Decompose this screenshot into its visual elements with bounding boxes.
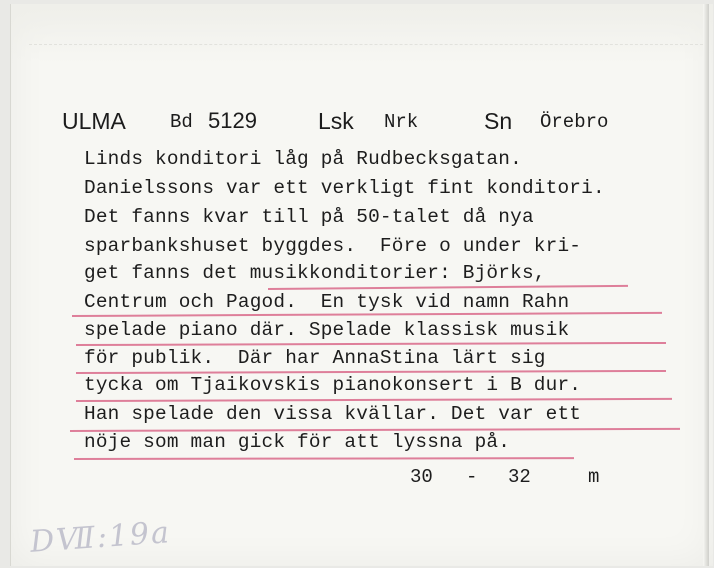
landskap-label: Lsk — [318, 108, 354, 134]
age-to: 32 — [508, 466, 531, 488]
volume-number: 5129 — [208, 108, 257, 133]
age-dash: - — [466, 466, 478, 488]
age-from: 30 — [410, 466, 433, 488]
text-line-10: Han spelade den vissa kvällar. Det var ett — [84, 403, 582, 425]
informant-sex: m — [588, 466, 600, 488]
text-line-6: Centrum och Pagod. En tysk vid namn Rahn — [84, 291, 570, 313]
card-edge — [703, 4, 709, 566]
socken-label: Sn — [484, 108, 513, 134]
text-line-11: nöje som man gick för att lyssna på. — [84, 431, 511, 453]
pencil-archive-mark: DⅦ:19a — [28, 515, 172, 560]
card-perforation — [29, 44, 703, 45]
text-line-4: sparbankshuset byggdes. Före o under kri- — [84, 235, 582, 257]
socken-value: Örebro — [540, 111, 609, 133]
text-line-3: Det fanns kvar till på 50-talet då nya — [84, 206, 534, 228]
text-line-7: spelade piano där. Spelade klassisk musik — [84, 319, 570, 341]
text-line-2: Danielssons var ett verkligt fint konditori. — [84, 177, 605, 199]
landskap-value: Nrk — [384, 111, 419, 133]
text-line-1: Linds konditori låg på Rudbecksgatan. — [84, 148, 522, 170]
volume-prefix: Bd — [170, 111, 193, 133]
archive-name: ULMA — [62, 108, 126, 134]
text-line-9: tycka om Tjaikovskis pianokonsert i B dur. — [84, 374, 582, 396]
text-line-8: för publik. Där har AnnaStina lärt sig — [84, 347, 546, 369]
text-line-5: get fanns det musikkonditorier: Björks, — [84, 262, 546, 284]
